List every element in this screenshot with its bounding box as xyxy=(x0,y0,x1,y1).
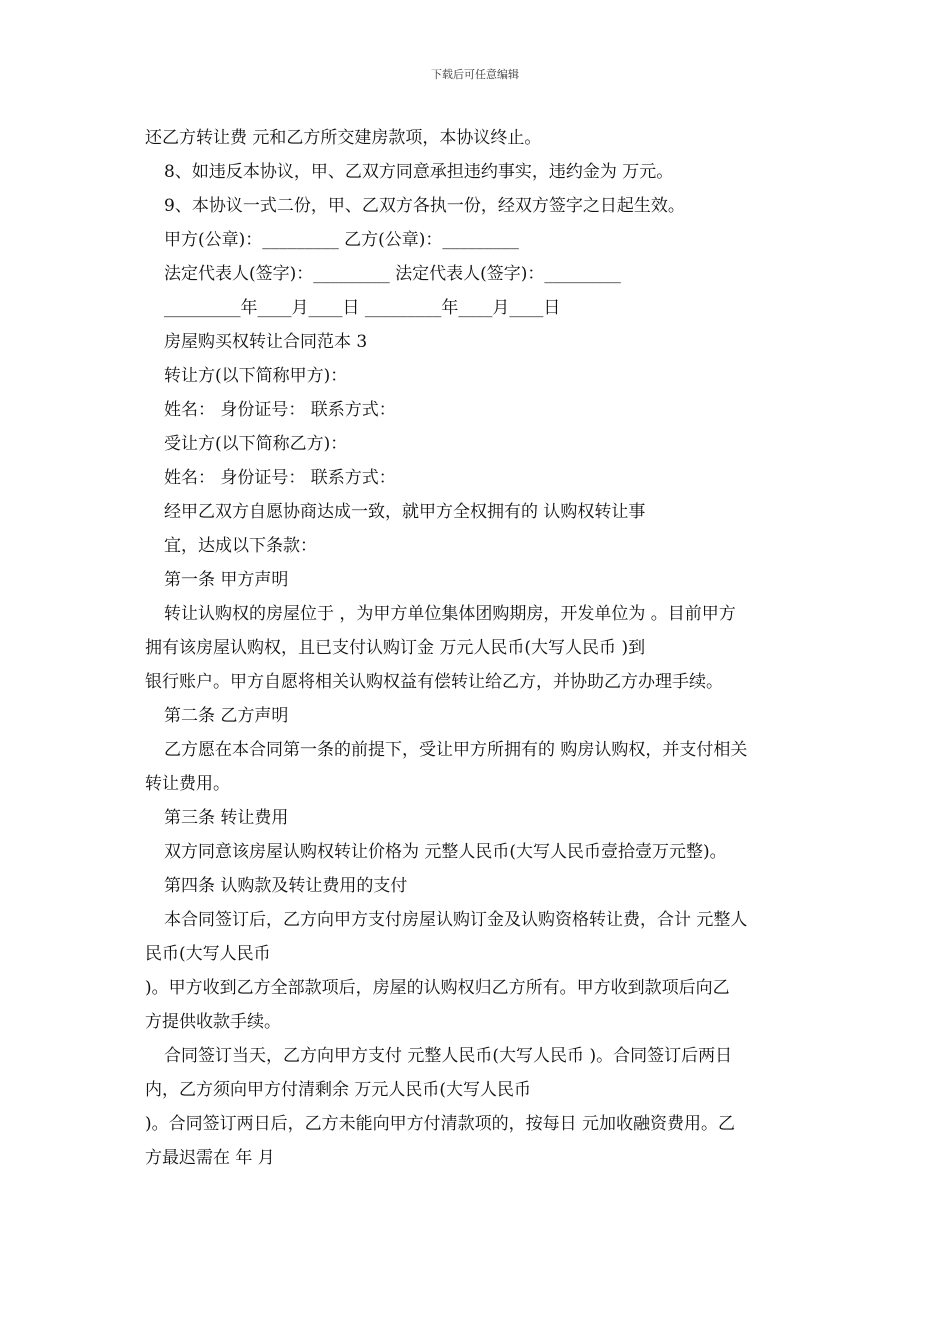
text-line: 内，乙方须向甲方付清剩余 万元人民币(大写人民币 xyxy=(145,1080,532,1100)
text-line: )。甲方收到乙方全部款项后，房屋的认购权归乙方所有。甲方收到款项后向乙 xyxy=(145,978,730,998)
text-line: 经甲乙双方自愿协商达成一致，就甲方全权拥有的 认购权转让事 xyxy=(164,502,646,522)
text-line: 本合同签订后，乙方向甲方支付房屋认购订金及认购资格转让费，合计 元整人 xyxy=(164,910,748,930)
text-line: 甲方(公章)：_________ 乙方(公章)：_________ xyxy=(164,230,519,250)
document-body xyxy=(145,121,815,1175)
text-line: 宜，达成以下条款： xyxy=(164,536,317,556)
text-line: 9、本协议一式二份，甲、乙双方各执一份，经双方签字之日起生效。 xyxy=(164,196,685,216)
text-line: 转让方(以下简称甲方)： xyxy=(164,366,348,386)
text-line: 方提供收款手续。 xyxy=(145,1012,281,1032)
text-line: 合同签订当天，乙方向甲方支付 元整人民币(大写人民币 )。合同签订后两日 xyxy=(164,1046,733,1066)
text-line: 转让费用。 xyxy=(145,774,230,794)
text-line: 还乙方转让费 元和乙方所交建房款项，本协议终止。 xyxy=(145,128,542,148)
text-line: 第三条 转让费用 xyxy=(164,808,289,828)
text-line: 双方同意该房屋认购权转让价格为 元整人民币(大写人民币壹拾壹万元整)。 xyxy=(164,842,727,862)
text-line: 姓名： 身份证号： 联系方式： xyxy=(164,468,396,488)
text-line: 房屋购买权转让合同范本 3 xyxy=(164,332,368,352)
text-line: 拥有该房屋认购权，且已支付认购订金 万元人民币(大写人民币 )到 xyxy=(145,638,646,658)
text-line: 姓名： 身份证号： 联系方式： xyxy=(164,400,396,420)
text-line: _________年____月____日 _________年____月____日 xyxy=(164,298,561,318)
text-line: 第二条 乙方声明 xyxy=(164,706,289,726)
text-line: 8、如违反本协议，甲、乙双方同意承担违约事实，违约金为 万元。 xyxy=(164,162,674,182)
text-line: 民币(大写人民币 xyxy=(145,944,271,964)
text-line: )。合同签订两日后，乙方未能向甲方付清款项的，按每日 元加收融资费用。乙 xyxy=(145,1114,736,1134)
text-line: 第一条 甲方声明 xyxy=(164,570,289,590)
text-line: 法定代表人(签字)：_________ 法定代表人(签字)：_________ xyxy=(164,264,621,284)
text-line: 银行账户。甲方自愿将相关认购权益有偿转让给乙方，并协助乙方办理手续。 xyxy=(145,672,723,692)
text-line: 方最迟需在 年 月 xyxy=(145,1148,275,1168)
text-line: 第四条 认购款及转让费用的支付 xyxy=(164,876,408,896)
page-header: 下载后可任意编辑 xyxy=(431,68,519,81)
text-line: 乙方愿在本合同第一条的前提下，受让甲方所拥有的 购房认购权，并支付相关 xyxy=(164,740,748,760)
text-line: 受让方(以下简称乙方)： xyxy=(164,434,348,454)
text-line: 转让认购权的房屋位于 ，为甲方单位集体团购期房，开发单位为 。目前甲方 xyxy=(164,604,736,624)
